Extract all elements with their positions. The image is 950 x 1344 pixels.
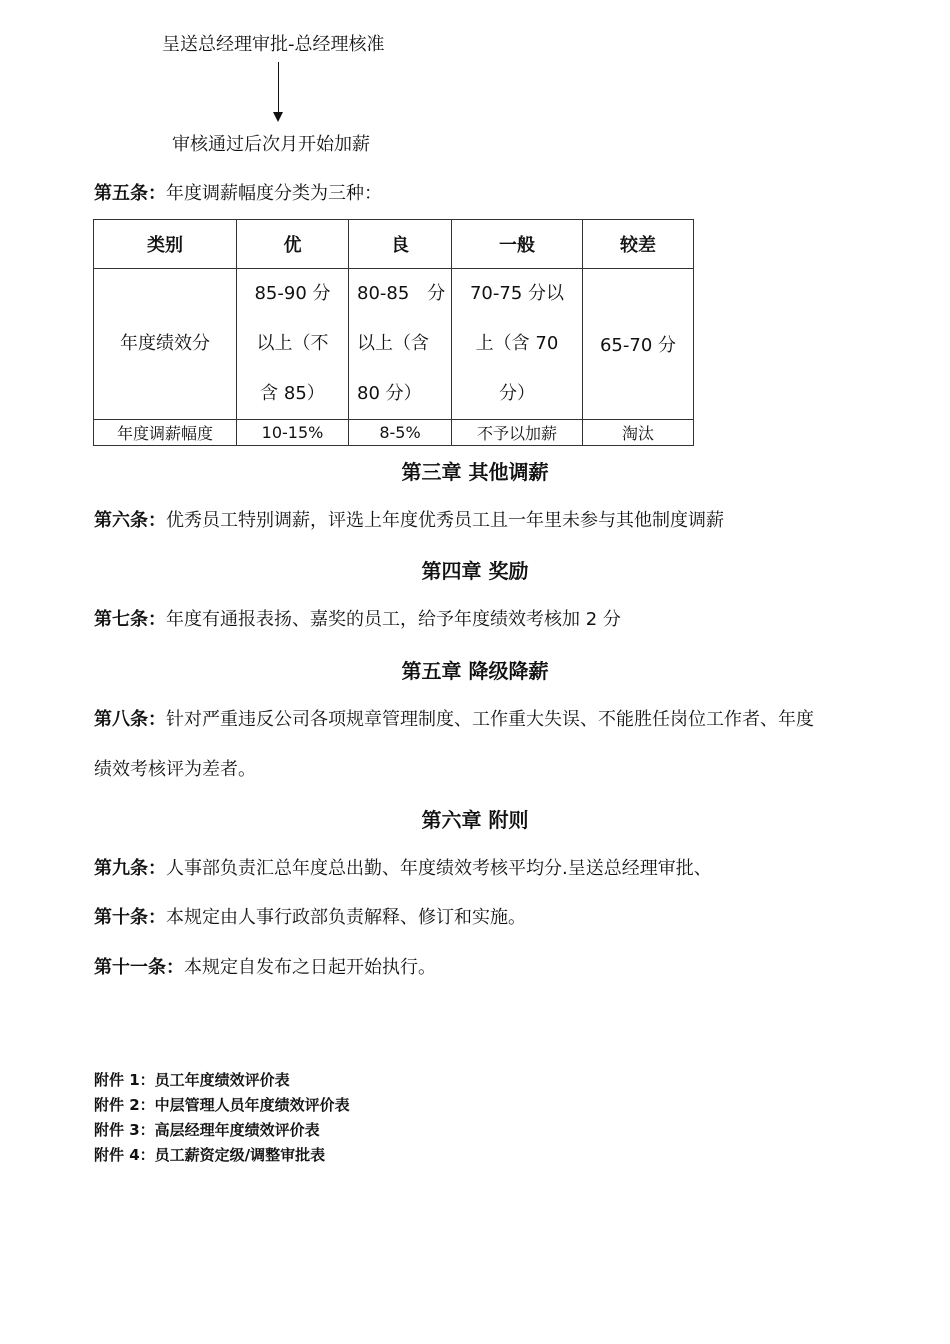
table-cell: [349, 269, 452, 420]
attachments-list: [94, 1068, 350, 1168]
attachment-item: 附件 3：高层经理年度绩效评价表: [94, 1121, 320, 1139]
cell-line: 上（含 70: [475, 333, 559, 354]
chapter-6-heading: 第六章 附则: [421, 808, 529, 832]
table-cell: 淘汰: [583, 420, 694, 446]
attachment-item: 附件 2：中层管理人员年度绩效评价表: [94, 1096, 350, 1114]
cell-line: 分）: [499, 383, 535, 404]
article-10: [94, 906, 526, 930]
article-10-text: 本规定由人事行政部负责解释、修订和实施。: [166, 907, 526, 928]
cell-line: 以上（含: [357, 333, 429, 354]
chapter-5-heading: 第五章 降级降薪: [401, 659, 549, 683]
article-6-text: 优秀员工特别调薪，评选上年度优秀员工且一年里未参与其他制度调薪: [166, 510, 724, 531]
table-row: [94, 269, 694, 420]
article-7: [94, 608, 621, 632]
row-label: 年度调薪幅度: [94, 420, 237, 446]
chapter-4-heading: 第四章 奖励: [421, 559, 529, 583]
article-9-text: 人事部负责汇总年度总出勤、年度绩效考核平均分.呈送总经理审批、: [166, 858, 712, 879]
row-label: 年度绩效分: [94, 269, 237, 420]
article-9: [94, 857, 712, 881]
table-header: 良: [349, 220, 452, 269]
article-11: [94, 956, 436, 980]
flow-arrow-down-icon: [273, 112, 283, 122]
article-10-label: 第十条：: [94, 907, 166, 928]
chapter-3-heading: 第三章 其他调薪: [401, 460, 549, 484]
article-5-text: 年度调薪幅度分类为三种：: [166, 183, 382, 204]
article-8: [94, 708, 814, 732]
article-8-continuation: 绩效考核评为差者。: [94, 759, 256, 780]
table-cell: [452, 269, 583, 420]
attachment-item: 附件 4：员工薪资定级/调整审批表: [94, 1146, 326, 1164]
article-5: [94, 182, 382, 206]
table-header: 类别: [94, 220, 237, 269]
cell-line: 80 分）: [357, 383, 422, 404]
table-cell: 不予以加薪: [452, 420, 583, 446]
cell-line: 85-90 分: [254, 283, 331, 304]
cell-line: 70-75 分以: [469, 283, 565, 304]
cell-line: 80-85 分: [357, 283, 446, 304]
flow-step-2: 审核通过后次月开始加薪: [172, 134, 370, 155]
flow-step-1: 呈送总经理审批-总经理核准: [162, 34, 385, 55]
article-8-text: 针对严重违反公司各项规章管理制度、工作重大失误、不能胜任岗位工作者、年度: [166, 709, 814, 730]
article-7-label: 第七条：: [94, 609, 166, 630]
article-9-label: 第九条：: [94, 858, 166, 879]
table-cell: 8-5%: [349, 420, 452, 446]
table-header: 优: [237, 220, 349, 269]
cell-line: 以上（不: [256, 333, 329, 354]
cell-line: 含 85）: [260, 383, 325, 404]
article-11-text: 本规定自发布之日起开始执行。: [184, 957, 436, 978]
table-header-row: [94, 220, 694, 269]
article-7-text: 年度有通报表扬、嘉奖的员工，给予年度绩效考核加 2 分: [166, 609, 621, 630]
article-11-label: 第十一条：: [94, 957, 184, 978]
article-6: [94, 509, 724, 533]
table-row: [94, 420, 694, 446]
article-5-label: 第五条：: [94, 183, 166, 204]
salary-adjustment-table: [93, 219, 694, 446]
table-cell: 65-70 分: [583, 269, 694, 420]
flow-arrow-line: [278, 62, 279, 114]
table-header: 较差: [583, 220, 694, 269]
table-cell: 10-15%: [237, 420, 349, 446]
attachment-item: 附件 1：员工年度绩效评价表: [94, 1071, 290, 1089]
table-header: 一般: [452, 220, 583, 269]
table-cell: [237, 269, 349, 420]
article-8-label: 第八条：: [94, 709, 166, 730]
article-6-label: 第六条：: [94, 510, 166, 531]
